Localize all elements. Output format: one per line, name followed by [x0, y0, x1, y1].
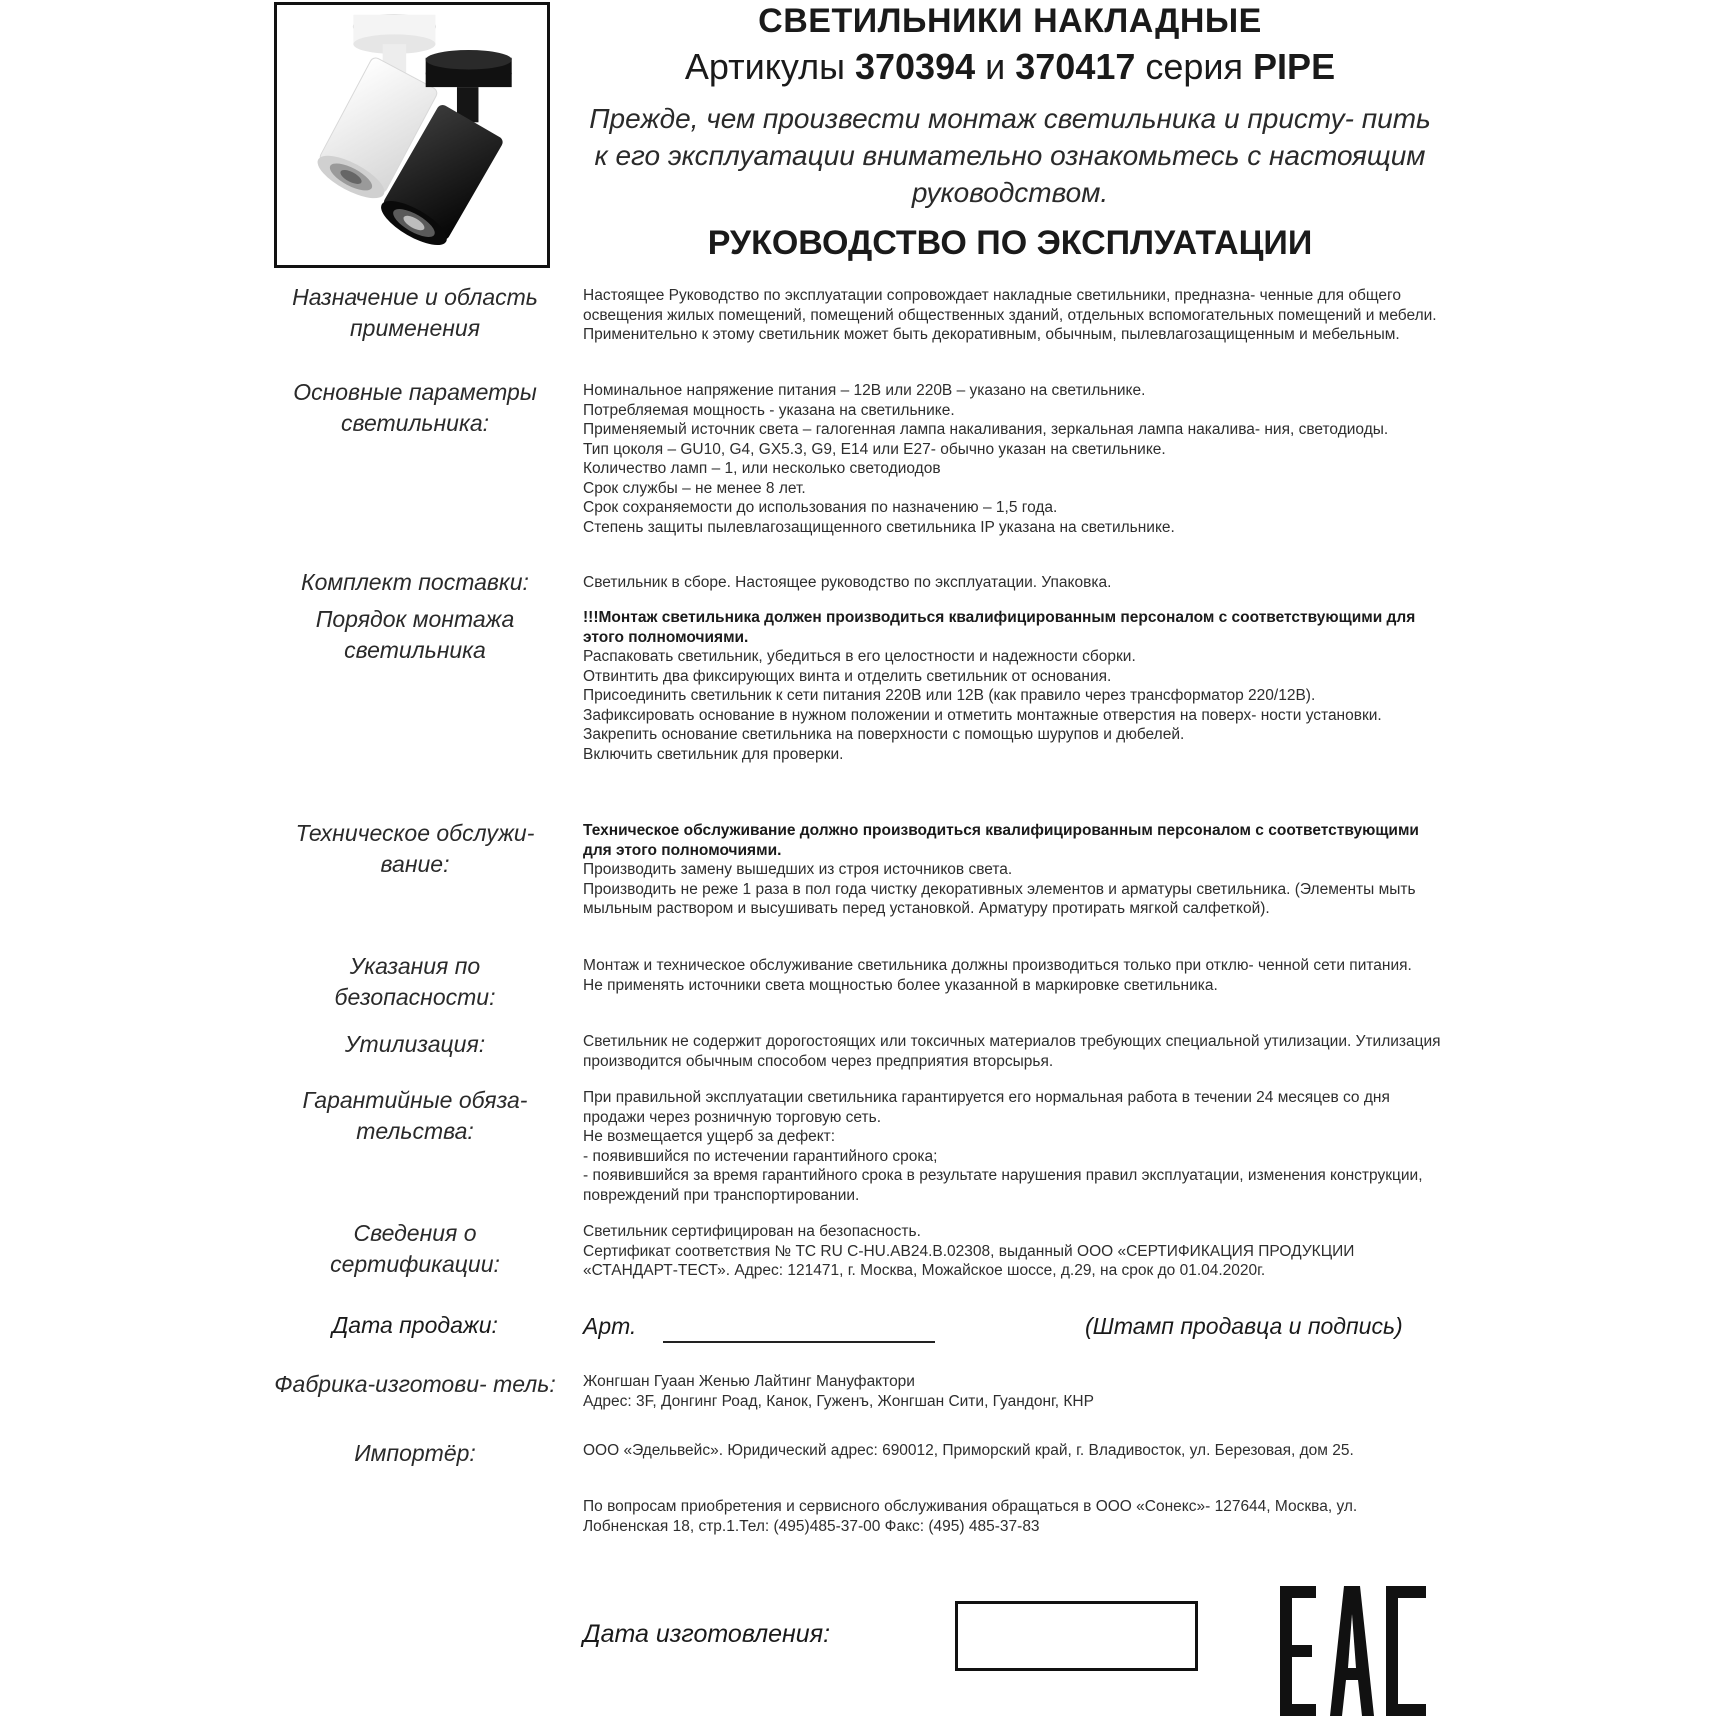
text-line: Монтаж и техническое обслуживание светильника должны производиться только при отклю- ченной сети питания. — [583, 957, 1412, 974]
section-label-package: Комплект поставки: — [301, 569, 529, 595]
text-line: Срок службы – не менее 8 лет. — [583, 479, 806, 497]
sale-date-label: Дата продажи: — [332, 1312, 498, 1338]
section-body-disposal — [583, 1032, 1443, 1071]
subtitle-prefix: Артикулы — [684, 46, 855, 87]
section-body-warranty — [583, 1088, 1443, 1205]
warning-line: !!!Монтаж светильника должен производиться квалифицированным персоналом с соответствующими для этого полномочиями. — [583, 609, 1416, 646]
text-line: Степень защиты пылевлагозащищенного светильника IP указана на светильнике. — [583, 518, 1175, 536]
section-body-importer — [583, 1441, 1443, 1461]
section-body-manufacturer — [583, 1372, 1443, 1411]
text-line: Количество ламп – 1, или несколько светодиодов — [583, 460, 941, 477]
section-body-service-contacts — [583, 1497, 1443, 1536]
text-line: По вопросам приобретения и сервисного обслуживания обращаться в ООО «Сонекс»- 127644, Москва, ул. Лобненская 18, стр.1.Тел: (495)485-37-00 Факс: (495) 485-37-83 — [583, 1498, 1358, 1535]
section-body-package — [583, 573, 1443, 593]
text-line: Светильник не содержит дорогостоящих или токсичных материалов требующих специальной утилизации. Утилизация производится обычным способом через предприятия вторсырья. — [583, 1033, 1441, 1070]
article-number-2: 370417 — [1015, 46, 1136, 87]
text-line: Производить не реже 1 раза в пол года чистку декоративных элементов и арматуры светильника. (Элементы мыть мыльным раствором и высушивать перед установкой. Арматуру протирать мягкой салфеткой). — [583, 880, 1416, 917]
section-label-manufacturer: Фабрика-изготови- тель: — [274, 1371, 556, 1397]
text-line: Светильник в сборе. Настоящее руководство по эксплуатации. Упаковка. — [583, 574, 1112, 591]
subtitle-and: и — [975, 46, 1016, 87]
text-line: При правильной эксплуатации светильника гарантируется его нормальная работа в течении 24 месяцев со дня продажи через розничную торговую сеть. — [583, 1089, 1390, 1126]
section-body-purpose — [583, 286, 1443, 345]
text-line: Номинальное напряжение питания – 12В или 220В – указано на светильнике. — [583, 382, 1146, 399]
manufacture-date-label: Дата изготовления: — [583, 1620, 831, 1648]
document-title: СВЕТИЛЬНИКИ НАКЛАДНЫЕ — [758, 2, 1262, 40]
text-line: Жонгшан Гуаан Женью Лайтинг Мануфактори — [583, 1373, 915, 1390]
section-body-parameters — [583, 381, 1443, 537]
eac-mark-icon — [1278, 1584, 1428, 1718]
text-line: Сертификат соответствия № ТС RU C-HU.АВ24.В.02308, выданный ООО «СЕРТИФИКАЦИЯ ПРОДУКЦИИ «СТАНДАРТ-ТЕСТ». Адрес: 121471, г. Москва, Можайское шоссе, д.29, на срок до 01.04.2020г. — [583, 1242, 1355, 1279]
text-line: Производить замену вышедших из строя источников света. — [583, 861, 1013, 878]
series-name: PIPE — [1253, 46, 1336, 87]
text-line: Распаковать светильник, убедиться в его целостности и надежности сборки. — [583, 648, 1136, 665]
section-label-importer: Импортёр: — [354, 1440, 476, 1466]
text-line: Срок сохраняемости до использования по назначению – 1,5 года. — [583, 499, 1058, 516]
spotlight-icon — [277, 5, 547, 265]
text-line: Не возмещается ущерб за дефект: — [583, 1128, 836, 1145]
text-line: Настоящее Руководство по эксплуатации сопровождает накладные светильники, предназна- ченные для общего освещения жилых помещений, помещений общественных зданий, отдельных вспомогательных помещений и мебели. Применительно к этому светильник может быть декоративным, обычным, пылевлагозащищенным и мебельным. — [583, 287, 1437, 343]
section-label-certification: Сведения о сертификации: — [330, 1220, 500, 1277]
article-subtitle — [560, 46, 1460, 88]
article-number-1: 370394 — [854, 46, 976, 87]
section-label-installation: Порядок монтажа светильника — [315, 606, 515, 663]
warning-line: Техническое обслуживание должно производиться квалифицированным персоналом с соответствующими для этого полномочиями. — [583, 822, 1419, 859]
subtitle-series: серия — [1135, 46, 1254, 87]
text-line: - появившийся по истечении гарантийного срока; — [583, 1147, 938, 1165]
section-label-warranty: Гарантийные обяза- тельства: — [302, 1087, 528, 1144]
text-line: Адрес: 3F, Донгинг Роад, Канок, Гуженъ, Жонгшан Сити, Гуандонг, КНР — [583, 1392, 1094, 1410]
section-body-certification — [583, 1222, 1443, 1281]
section-body-maintenance — [583, 821, 1443, 919]
section-body-installation — [583, 608, 1443, 764]
text-line: Тип цоколя – GU10, G4, GX5.3, G9, E14 или E27- обычно указан на светильнике. — [583, 440, 1166, 458]
text-line: Отвинтить два фиксирующих винта и отделить светильник от основания. — [583, 667, 1112, 685]
section-body-safety — [583, 956, 1443, 995]
text-line: ООО «Эдельвейс». Юридический адрес: 690012, Приморский край, г. Владивосток, ул. Березовая, дом 25. — [583, 1442, 1354, 1459]
text-line: Применяемый источник света – галогенная лампа накаливания, зеркальная лампа накалива- ния, светодиоды. — [583, 421, 1389, 438]
section-label-disposal: Утилизация: — [344, 1031, 486, 1057]
section-label-maintenance: Техническое обслужи- вание: — [295, 820, 535, 877]
text-line: Не применять источники света мощностью более указанной в маркировке светильника. — [583, 976, 1218, 994]
section-label-purpose: Назначение и область применения — [292, 284, 538, 341]
text-line: Потребляемая мощность - указана на светильнике. — [583, 401, 955, 419]
manufacture-date-box — [955, 1601, 1198, 1671]
text-line: Светильник сертифицирован на безопасность. — [583, 1223, 921, 1240]
text-line: Присоединить светильник к сети питания 220В или 12В (как правило через трансформатор 220/12В). — [583, 687, 1316, 704]
text-line: Зафиксировать основание в нужном положении и отметить монтажные отверстия на поверх- ности установки. Закрепить основание светильника на поверхности с помощью шурупов и дюбелей. — [583, 706, 1382, 743]
product-photo — [274, 2, 550, 268]
manual-title: РУКОВОДСТВО ПО ЭКСПЛУАТАЦИИ — [707, 224, 1313, 262]
seller-stamp-label: (Штамп продавца и подпись) — [1085, 1313, 1403, 1339]
article-field-label: Арт. — [583, 1313, 637, 1339]
section-label-parameters: Основные параметры светильника: — [293, 379, 537, 436]
text-line: - появившийся за время гарантийного срока в результате нарушения правил эксплуатации, изменения конструкции, повреждений при транспортировании. — [583, 1167, 1423, 1204]
section-label-safety: Указания по безопасности: — [334, 953, 496, 1010]
text-line: Включить светильник для проверки. — [583, 745, 844, 763]
article-field-line — [663, 1341, 935, 1343]
intro-notice: Прежде, чем произвести монтаж светильника и присту- пить к его эксплуатации внимательно ознакомьтесь с настоящим руководством. — [589, 103, 1431, 208]
